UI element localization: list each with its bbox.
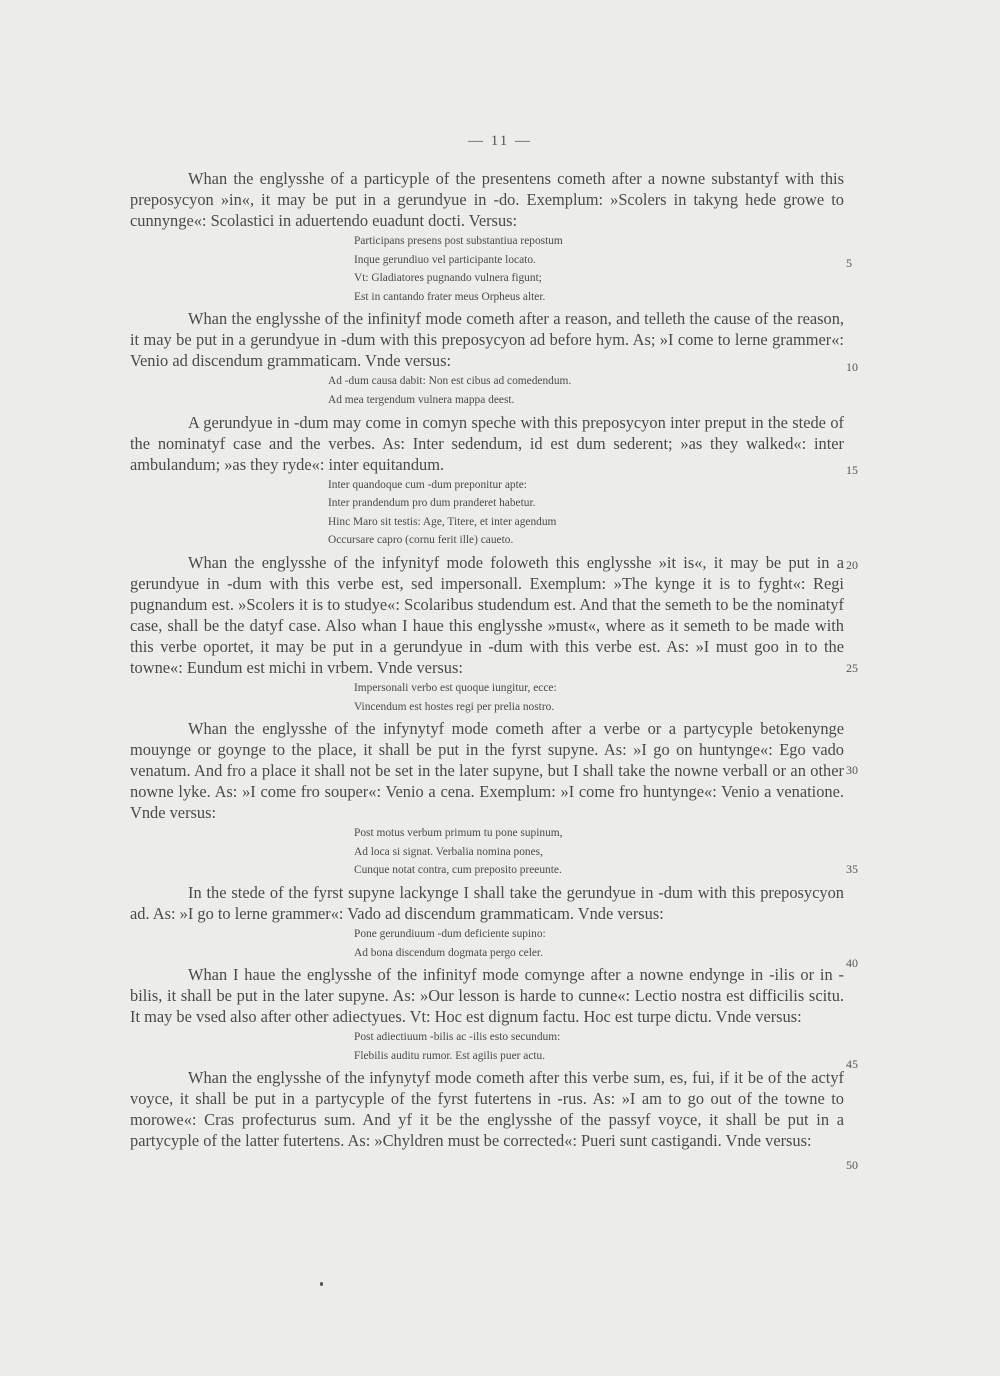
verse-line: Impersonali verbo est quoque iungitur, ecce:	[354, 681, 557, 694]
verse-block	[354, 824, 844, 880]
paragraph: In the stede of the fyrst supyne lackynge I shall take the gerundyue in -dum with this preposycyon ad. As: »I go to lerne grammer«: Vado ad discendum grammaticam. Vnde versus:	[130, 882, 844, 923]
verse-block	[328, 476, 844, 550]
verse-block	[354, 679, 844, 716]
verse-line: Occursare capro (cornu ferit ille) caueto.	[328, 534, 514, 547]
paragraph: Whan I haue the englysshe of the infinityf mode comynge after a nowne endynge in -ilis or in -bilis, it shall be put in the later supyne. As: »Our lesson is harde to cunne«: Lectio nostra est difficilis scitu. It may be vsed also after other adiectyues. Vt: Hoc est dignum factu. Hoc est turpe dictu. Vnde versus:	[130, 965, 844, 1027]
verse-line: Inter prandendum pro dum pranderet habetur.	[328, 497, 536, 510]
page-number: — 11 —	[468, 133, 532, 149]
line-number: 15	[846, 463, 858, 477]
paragraph: Whan the englysshe of the infynytyf mode cometh after this verbe sum, es, fui, if it be of the actyf voyce, it shall be put in a partycyple of the fyrst futertens in -rus. As: »I am to go out of the towne to morowe«: Cras profecturus sum. And yf it be the englysshe of the passyf voyce, it shall be put in a partycyple of the latter futertens. As: »Chyldren must be corrected«: Pueri sunt castigandi. Vnde versus:	[130, 1068, 844, 1151]
line-number: 20	[846, 558, 858, 572]
verse-line: Pone gerundiuum -dum deficiente supino:	[354, 927, 546, 940]
verse-line: Vincendum est hostes regi per prelia nostro.	[354, 700, 555, 713]
line-number: 30	[846, 763, 858, 777]
paragraph: Whan the englysshe of the infynytyf mode cometh after a verbe or a partycyple betokenynge mouynge or goynge to the place, it shall be put in the fyrst supyne. As: »I go on huntynge«: Ego vado venatum. And fro a place it shall not be set in the later supyne, but I shall take the nowne verball or an other nowne lyke. As: »I come fro souper«: Venio a cena. Exemplum: »I come fro huntynge«: Venio a venatione. Vnde versus:	[130, 719, 844, 823]
verse-line: Ad bona discendum dogmata pergo celer.	[354, 946, 543, 959]
paper-speck	[320, 1282, 323, 1286]
verse-line: Ad mea tergendum vulnera mappa deest.	[328, 393, 515, 406]
line-number: 25	[846, 661, 858, 675]
verse-line: Post adiectiuum -bilis ac -ilis esto secundum:	[354, 1031, 561, 1044]
line-number: 40	[846, 956, 858, 970]
line-number: 45	[846, 1057, 858, 1071]
verse-line: Hinc Maro sit testis: Age, Titere, et inter agendum	[328, 515, 557, 528]
verse-line: Cunque notat contra, cum preposito preeunte.	[354, 864, 562, 877]
verse-line: Post motus verbum primum tu pone supinum,	[354, 827, 563, 840]
verse-block	[354, 925, 844, 962]
verse-line: Vt: Gladiatores pugnando vulnera figunt;	[354, 272, 542, 285]
verse-block	[354, 232, 844, 306]
verse-block	[328, 372, 844, 409]
line-number: 10	[846, 360, 858, 374]
verse-line: Est in cantando frater meus Orpheus alter.	[354, 290, 546, 303]
paragraph: Whan the englysshe of a particyple of the presentens cometh after a nowne substantyf with this preposycyon »in«, it may be put in a gerundyue in -do. Exemplum: »Scolers in takyng hede growe to cunnynge«: Scolastici in aduertendo euadunt docti. Versus:	[130, 169, 844, 230]
line-number: 5	[846, 256, 852, 270]
paragraph: Whan the englysshe of the infynityf mode foloweth this englysshe »it is«, it may be put in a gerundyue in -dum with this verbe est, sed impersonall. Exemplum: »The kynge it is to fyght«: Regi pugnandum est. »Scolers it is to studye«: Scolaribus studendum est. And that the semeth to be the nominatyf case, shall be the datyf case. Also whan I haue this englysshe »must«, where as it semeth to be made with this verbe oportet, it may be put in a gerundyue in -dum with this verbe est. As: »I must goo in to the towne«: Eundum est michi in vrbem. Vnde versus:	[130, 552, 844, 677]
verse-block	[354, 1028, 844, 1065]
paragraph: Whan the englysshe of the infinityf mode cometh after a reason, and telleth the cause of the reason, it may be put in a gerundyue in -dum with this preposycyon ad before hym. As; »I come to lerne grammer«: Venio ad discendum grammaticam. Vnde versus:	[130, 309, 844, 371]
line-number: 35	[846, 862, 858, 876]
line-number: 50	[846, 1158, 858, 1172]
verse-line: Participans presens post substantiua repostum	[354, 235, 563, 247]
paragraph: A gerundyue in -dum may come in comyn speche with this preposycyon inter preput in the stede of the nominatyf case and the verbes. As: Inter sedendum, id est dum sederent; »as they walked«: inter ambulandum; »as they ryde«: inter equitandum.	[130, 412, 844, 474]
verse-line: Inque gerundiuo vel participante locato.	[354, 253, 536, 266]
page-body	[130, 168, 844, 1151]
verse-line: Flebilis auditu rumor. Est agilis puer actu.	[354, 1049, 546, 1062]
verse-line: Ad loca si signat. Verbalia nomina pones,	[354, 845, 543, 858]
verse-line: Inter quandoque cum -dum preponitur apte:	[328, 478, 527, 491]
verse-line: Ad -dum causa dabit: Non est cibus ad comedendum.	[328, 375, 572, 388]
